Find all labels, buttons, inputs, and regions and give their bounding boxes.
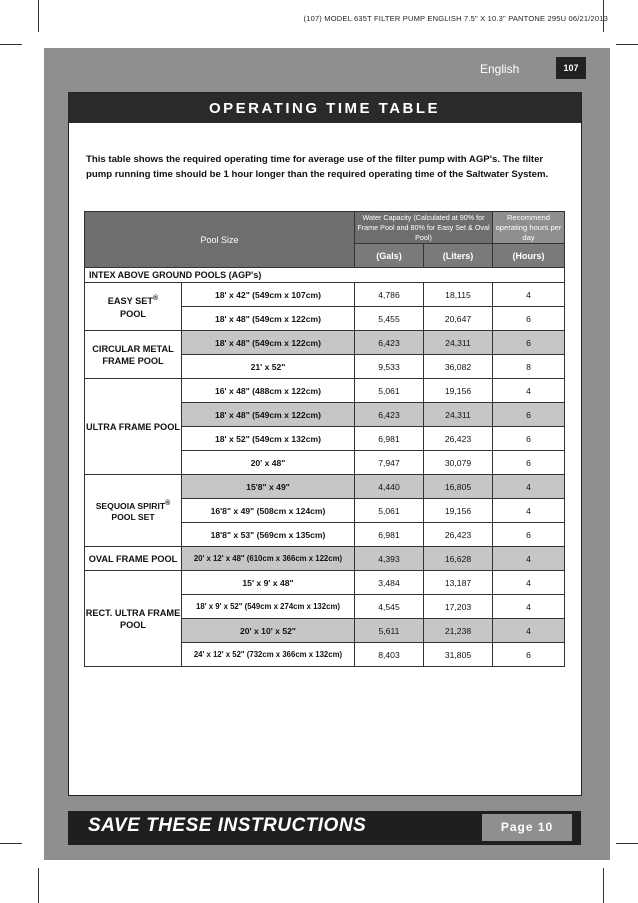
pool-size-cell: 18' x 48" (549cm x 122cm) [182, 331, 355, 355]
pool-size-cell: 18' x 48" (549cm x 122cm) [182, 403, 355, 427]
recommend-hours-header: Recommend operating hours per day [493, 212, 565, 244]
operating-time-table [84, 211, 565, 667]
gals-cell: 6,981 [355, 427, 424, 451]
pool-size-cell: 18' x 9' x 52" (549cm x 274cm x 132cm) [182, 595, 355, 619]
liters-cell: 13,187 [424, 571, 493, 595]
page-number-badge: 107 [556, 57, 586, 79]
crop-mark [616, 843, 638, 844]
pool-size-cell: 20' x 10' x 52" [182, 619, 355, 643]
pool-size-cell: 15' x 9' x 48" [182, 571, 355, 595]
liters-cell: 20,647 [424, 307, 493, 331]
gals-cell: 5,455 [355, 307, 424, 331]
pool-size-cell: 16' x 48" (488cm x 122cm) [182, 379, 355, 403]
pool-size-cell: 20' x 12' x 48" (610cm x 366cm x 122cm) [182, 547, 355, 571]
hours-cell: 4 [493, 571, 565, 595]
pool-size-header: Pool Size [85, 212, 355, 268]
hours-cell: 6 [493, 523, 565, 547]
pool-size-cell: 24' x 12' x 52" (732cm x 366cm x 132cm) [182, 643, 355, 667]
liters-cell: 19,156 [424, 499, 493, 523]
gals-cell: 4,545 [355, 595, 424, 619]
gals-cell: 9,533 [355, 355, 424, 379]
pool-size-cell: 16'8" x 49" (508cm x 124cm) [182, 499, 355, 523]
pool-size-cell: 18' x 42" (549cm x 107cm) [182, 283, 355, 307]
liters-cell: 17,203 [424, 595, 493, 619]
pool-type-easy-set: EASY SET® POOL [85, 283, 182, 331]
hours-cell: 4 [493, 475, 565, 499]
gals-cell: 5,611 [355, 619, 424, 643]
hours-cell: 4 [493, 619, 565, 643]
hours-unit-header: (Hours) [493, 244, 565, 268]
hours-cell: 4 [493, 499, 565, 523]
gals-cell: 4,440 [355, 475, 424, 499]
gals-cell: 5,061 [355, 379, 424, 403]
pool-type-oval-frame: OVAL FRAME POOL [85, 547, 182, 571]
liters-cell: 36,082 [424, 355, 493, 379]
gals-cell: 4,393 [355, 547, 424, 571]
crop-mark [38, 868, 39, 903]
pool-size-cell: 20' x 48" [182, 451, 355, 475]
pool-type-rect-ultra-frame: RECT. ULTRA FRAME POOL [85, 571, 182, 667]
liters-cell: 21,238 [424, 619, 493, 643]
crop-mark [38, 0, 39, 32]
crop-mark [0, 44, 22, 45]
hours-cell: 4 [493, 283, 565, 307]
section-header: INTEX ABOVE GROUND POOLS (AGP's) [85, 268, 565, 283]
liters-unit-header: (Liters) [424, 244, 493, 268]
crop-mark [603, 868, 604, 903]
liters-cell: 16,805 [424, 475, 493, 499]
liters-cell: 24,311 [424, 331, 493, 355]
hours-cell: 6 [493, 451, 565, 475]
liters-cell: 26,423 [424, 427, 493, 451]
liters-cell: 19,156 [424, 379, 493, 403]
pool-type-ultra-frame: ULTRA FRAME POOL [85, 379, 182, 475]
hours-cell: 6 [493, 643, 565, 667]
hours-cell: 6 [493, 307, 565, 331]
liters-cell: 30,079 [424, 451, 493, 475]
pool-size-cell: 15'8" x 49" [182, 475, 355, 499]
pool-type-circular-metal-frame: CIRCULAR METAL FRAME POOL [85, 331, 182, 379]
gals-cell: 3,484 [355, 571, 424, 595]
save-instructions-text: SAVE THESE INSTRUCTIONS [88, 815, 367, 836]
page-label: Page 10 [482, 814, 572, 841]
print-slug-text: (107) MODEL 635T FILTER PUMP ENGLISH 7.5" X 10.3" PANTONE 295U 06/21/2013 [303, 14, 608, 23]
gals-cell: 6,981 [355, 523, 424, 547]
gals-unit-header: (Gals) [355, 244, 424, 268]
pool-type-sequoia-spirit: SEQUOIA SPIRIT® POOL SET [85, 475, 182, 547]
gals-cell: 8,403 [355, 643, 424, 667]
gals-cell: 7,947 [355, 451, 424, 475]
liters-cell: 18,115 [424, 283, 493, 307]
hours-cell: 6 [493, 331, 565, 355]
liters-cell: 31,805 [424, 643, 493, 667]
pool-size-cell: 18' x 48" (549cm x 122cm) [182, 307, 355, 331]
gals-cell: 6,423 [355, 403, 424, 427]
intro-text: This table shows the required operating time for average use of the filter pump with AGP's. The filter pump running time should be 1 hour longer than the required operating time of the Saltwater System. [86, 154, 549, 180]
language-label: English [480, 62, 520, 76]
liters-cell: 16,628 [424, 547, 493, 571]
crop-mark [616, 44, 638, 45]
hours-cell: 6 [493, 427, 565, 451]
liters-cell: 24,311 [424, 403, 493, 427]
pool-size-cell: 21' x 52" [182, 355, 355, 379]
hours-cell: 6 [493, 403, 565, 427]
hours-cell: 4 [493, 547, 565, 571]
hours-cell: 8 [493, 355, 565, 379]
liters-cell: 26,423 [424, 523, 493, 547]
page-title: OPERATING TIME TABLE [68, 93, 581, 123]
crop-mark [0, 843, 22, 844]
pool-size-cell: 18'8" x 53" (569cm x 135cm) [182, 523, 355, 547]
hours-cell: 4 [493, 379, 565, 403]
gals-cell: 4,786 [355, 283, 424, 307]
water-capacity-header: Water Capacity (Calculated at 90% for Frame Pool and 80% for Easy Set & Oval Pool) [355, 212, 493, 244]
gals-cell: 5,061 [355, 499, 424, 523]
gals-cell: 6,423 [355, 331, 424, 355]
hours-cell: 4 [493, 595, 565, 619]
pool-size-cell: 18' x 52" (549cm x 132cm) [182, 427, 355, 451]
